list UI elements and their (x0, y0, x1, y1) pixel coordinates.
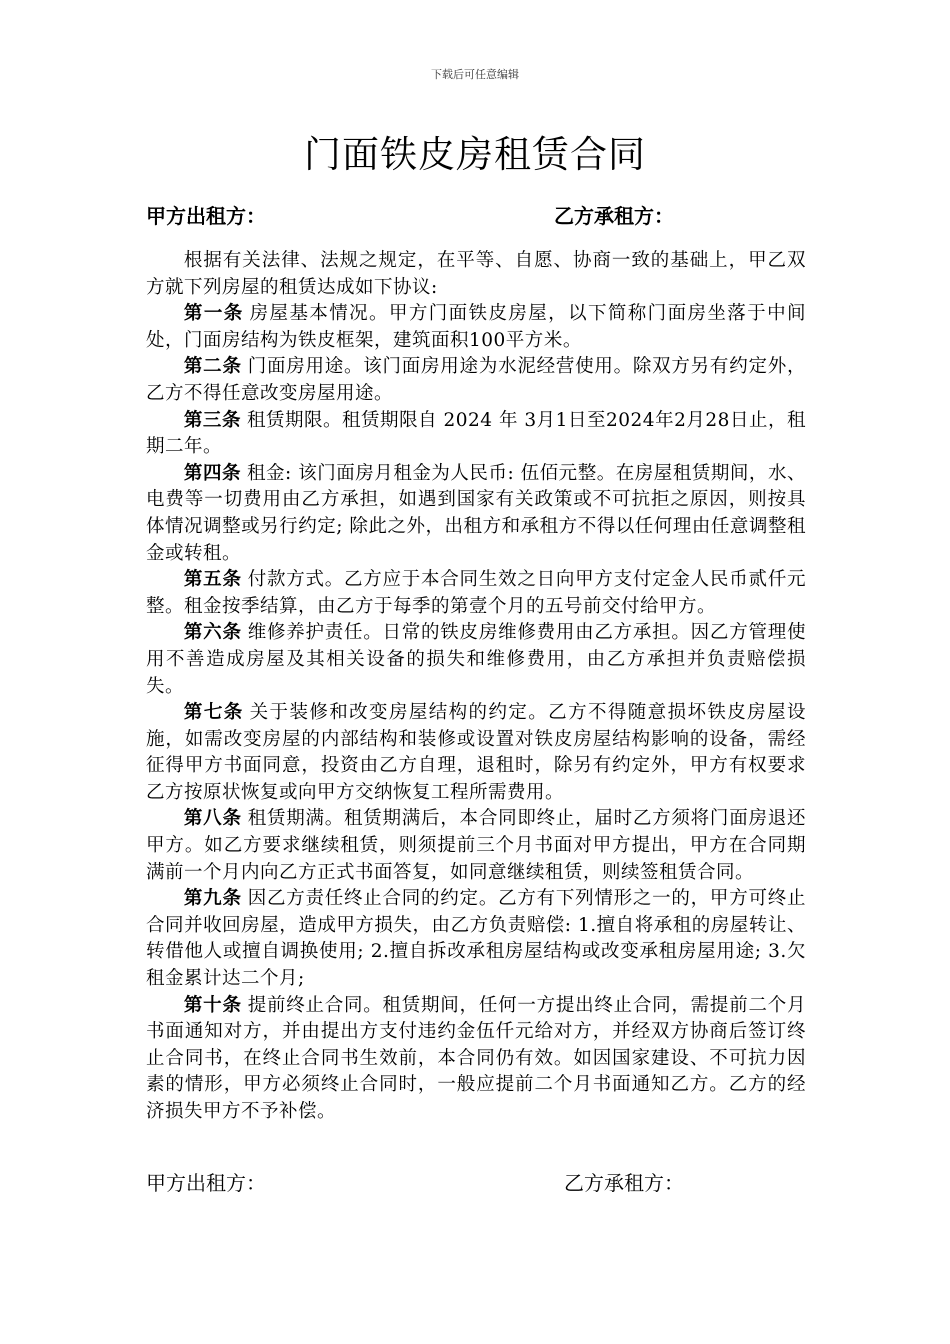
clause-1 (146, 301, 806, 354)
document-title: 门面铁皮房租赁合同 (304, 133, 646, 176)
clause-text: 付款方式。乙方应于本合同生效之日向甲方支付定金人民币贰仟元整。租金按季结算，由乙方于每季的第壹个月的五号前交付给甲方。 (146, 569, 806, 617)
contract-body (146, 248, 806, 1126)
clause-label: 第六条 (183, 622, 242, 644)
clause-text: 房屋基本情况。甲方门面铁皮房屋，以下简称门面房坐落于中间处，门面房结构为铁皮框架，建筑面积100平方米。 (146, 303, 806, 351)
clause-3 (146, 408, 806, 461)
clause-label: 第十条 (183, 994, 242, 1016)
clause-label: 第九条 (183, 888, 242, 910)
clause-text: 租赁期满。租赁期满后，本合同即终止，届时乙方须将门面房退还甲方。如乙方要求继续租赁，则须提前三个月书面对甲方提出，甲方在合同期满前一个月内向乙方正式书面答复，如同意继续租赁，则续签租赁合同。 (146, 808, 806, 883)
party-b-label: 乙方承租方： (554, 204, 674, 228)
header-note: 下载后可任意编辑 (431, 68, 519, 81)
clause-text: 维修养护责任。日常的铁皮房维修费用由乙方承担。因乙方管理使用不善造成房屋及其相关设备的损失和维修费用，由乙方承担并负责赔偿损失。 (146, 622, 806, 697)
party-b-signature-label: 乙方承租方： (564, 1171, 684, 1195)
clause-2 (146, 354, 806, 407)
clause-label: 第四条 (183, 462, 241, 484)
clause-7 (146, 700, 806, 806)
clause-6 (146, 620, 806, 700)
party-line-top (146, 200, 826, 230)
clause-4 (146, 461, 806, 567)
clause-text: 租金: 该门面房月租金为人民币: 伍佰元整。在房屋租赁期间，水、电费等一切费用由乙方承担，如遇到国家有关政策或不可抗拒之原因，则按具体情况调整或另行约定; 除此之外，出租方和承租方不得以任何理由任意调整租金或转租。 (146, 462, 806, 564)
clause-5 (146, 567, 806, 620)
clause-text: 门面房用途。该门面房用途为水泥经营使用。除双方另有约定外，乙方不得任意改变房屋用途。 (146, 356, 806, 404)
party-a-signature-label: 甲方出租方： (146, 1171, 266, 1195)
clause-text: 租赁期限。租赁期限自 2024 年 3月1日至2024年2月28日止，租期二年。 (146, 409, 806, 458)
clause-text: 关于装修和改变房屋结构的约定。乙方不得随意损坏铁皮房屋设施，如需改变房屋的内部结构和装修或设置对铁皮房屋结构影响的设备，需经征得甲方书面同意，投资由乙方自理，退租时，除另有约定外，甲方有权要求乙方按原状恢复或向甲方交纳恢复工程所需费用。 (146, 702, 806, 803)
clause-10 (146, 993, 806, 1126)
party-line-bottom (146, 1167, 826, 1197)
clause-label: 第五条 (183, 569, 242, 591)
clause-9 (146, 886, 806, 992)
clause-label: 第三条 (183, 409, 241, 431)
clause-label: 第一条 (183, 303, 244, 325)
clause-label: 第七条 (183, 702, 244, 724)
clause-label: 第二条 (183, 356, 242, 378)
party-a-label: 甲方出租方： (146, 204, 266, 228)
intro-paragraph: 根据有关法律、法规之规定，在平等、自愿、协商一致的基础上，甲乙双方就下列房屋的租赁达成如下协议: (146, 250, 806, 298)
clause-8 (146, 806, 806, 886)
clause-text: 提前终止合同。租赁期间，任何一方提出终止合同，需提前二个月书面通知对方，并由提出方支付违约金伍仟元给对方，并经双方协商后签订终止合同书，在终止合同书生效前，本合同仍有效。如因国家建设、不可抗力因素的情形，甲方必须终止合同时，一般应提前二个月书面通知乙方。乙方的经济损失甲方不予补偿。 (146, 994, 806, 1122)
clause-label: 第八条 (183, 808, 242, 830)
clause-text: 因乙方责任终止合同的约定。乙方有下列情形之一的，甲方可终止合同并收回房屋，造成甲方损失，由乙方负责赔偿: 1.擅自将承租的房屋转让、转借他人或擅自调换使用; 2.擅自拆改承租房屋结构或改变承租房屋用途; 3.欠租金累计达二个月; (146, 888, 806, 990)
